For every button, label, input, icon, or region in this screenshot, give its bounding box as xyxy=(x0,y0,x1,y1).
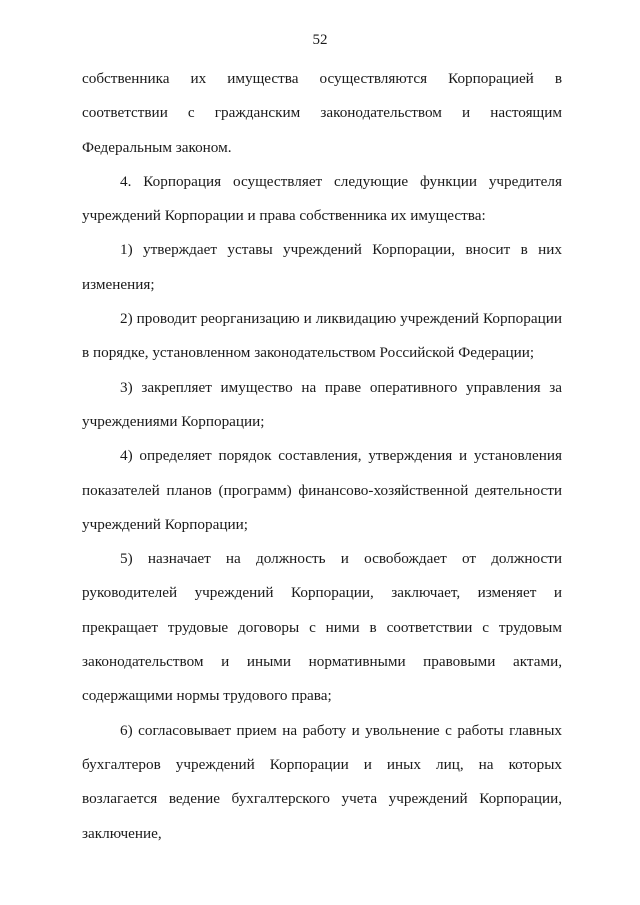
paragraph-subitem-6: 6) согласовывает прием на работу и увольнение с работы главных бухгалтеров учреждений Корпорации и иных лиц, на которых возлагается ведение бухгалтерского учета учреждений Корпорации, заключение, xyxy=(82,721,562,842)
page-number: 52 xyxy=(312,32,328,48)
paragraph-subitem-3: 3) закрепляет имущество на праве оперативного управления за учреждениями Корпорации; xyxy=(82,378,562,430)
paragraph-subitem-1: 1) утверждает уставы учреждений Корпорации, вносит в них изменения; xyxy=(82,241,562,293)
paragraph-subitem-4: 4) определяет порядок составления, утверждения и установления показателей планов (программ) финансово-хозяйственной деятельности учреждений Корпорации; xyxy=(82,447,562,533)
paragraph-continuation: собственника их имущества осуществляются Корпорацией в соответствии с гражданским законодательством и настоящим Федеральным законом. xyxy=(82,70,562,156)
document-body xyxy=(82,62,562,851)
paragraph-item-4: 4. Корпорация осуществляет следующие функции учредителя учреждений Корпорации и права собственника их имущества: xyxy=(82,172,562,225)
paragraph-subitem-2: 2) проводит реорганизацию и ликвидацию учреждений Корпорации в порядке, установленном законодательством Российской Федерации; xyxy=(82,310,562,362)
paragraph-subitem-5: 5) назначает на должность и освобождает от должности руководителей учреждений Корпорации, заключает, изменяет и прекращает трудовые договоры с ними в соответствии с трудовым законодательством и иными нормативными правовыми актами, содержащими нормы трудового права; xyxy=(82,550,562,705)
